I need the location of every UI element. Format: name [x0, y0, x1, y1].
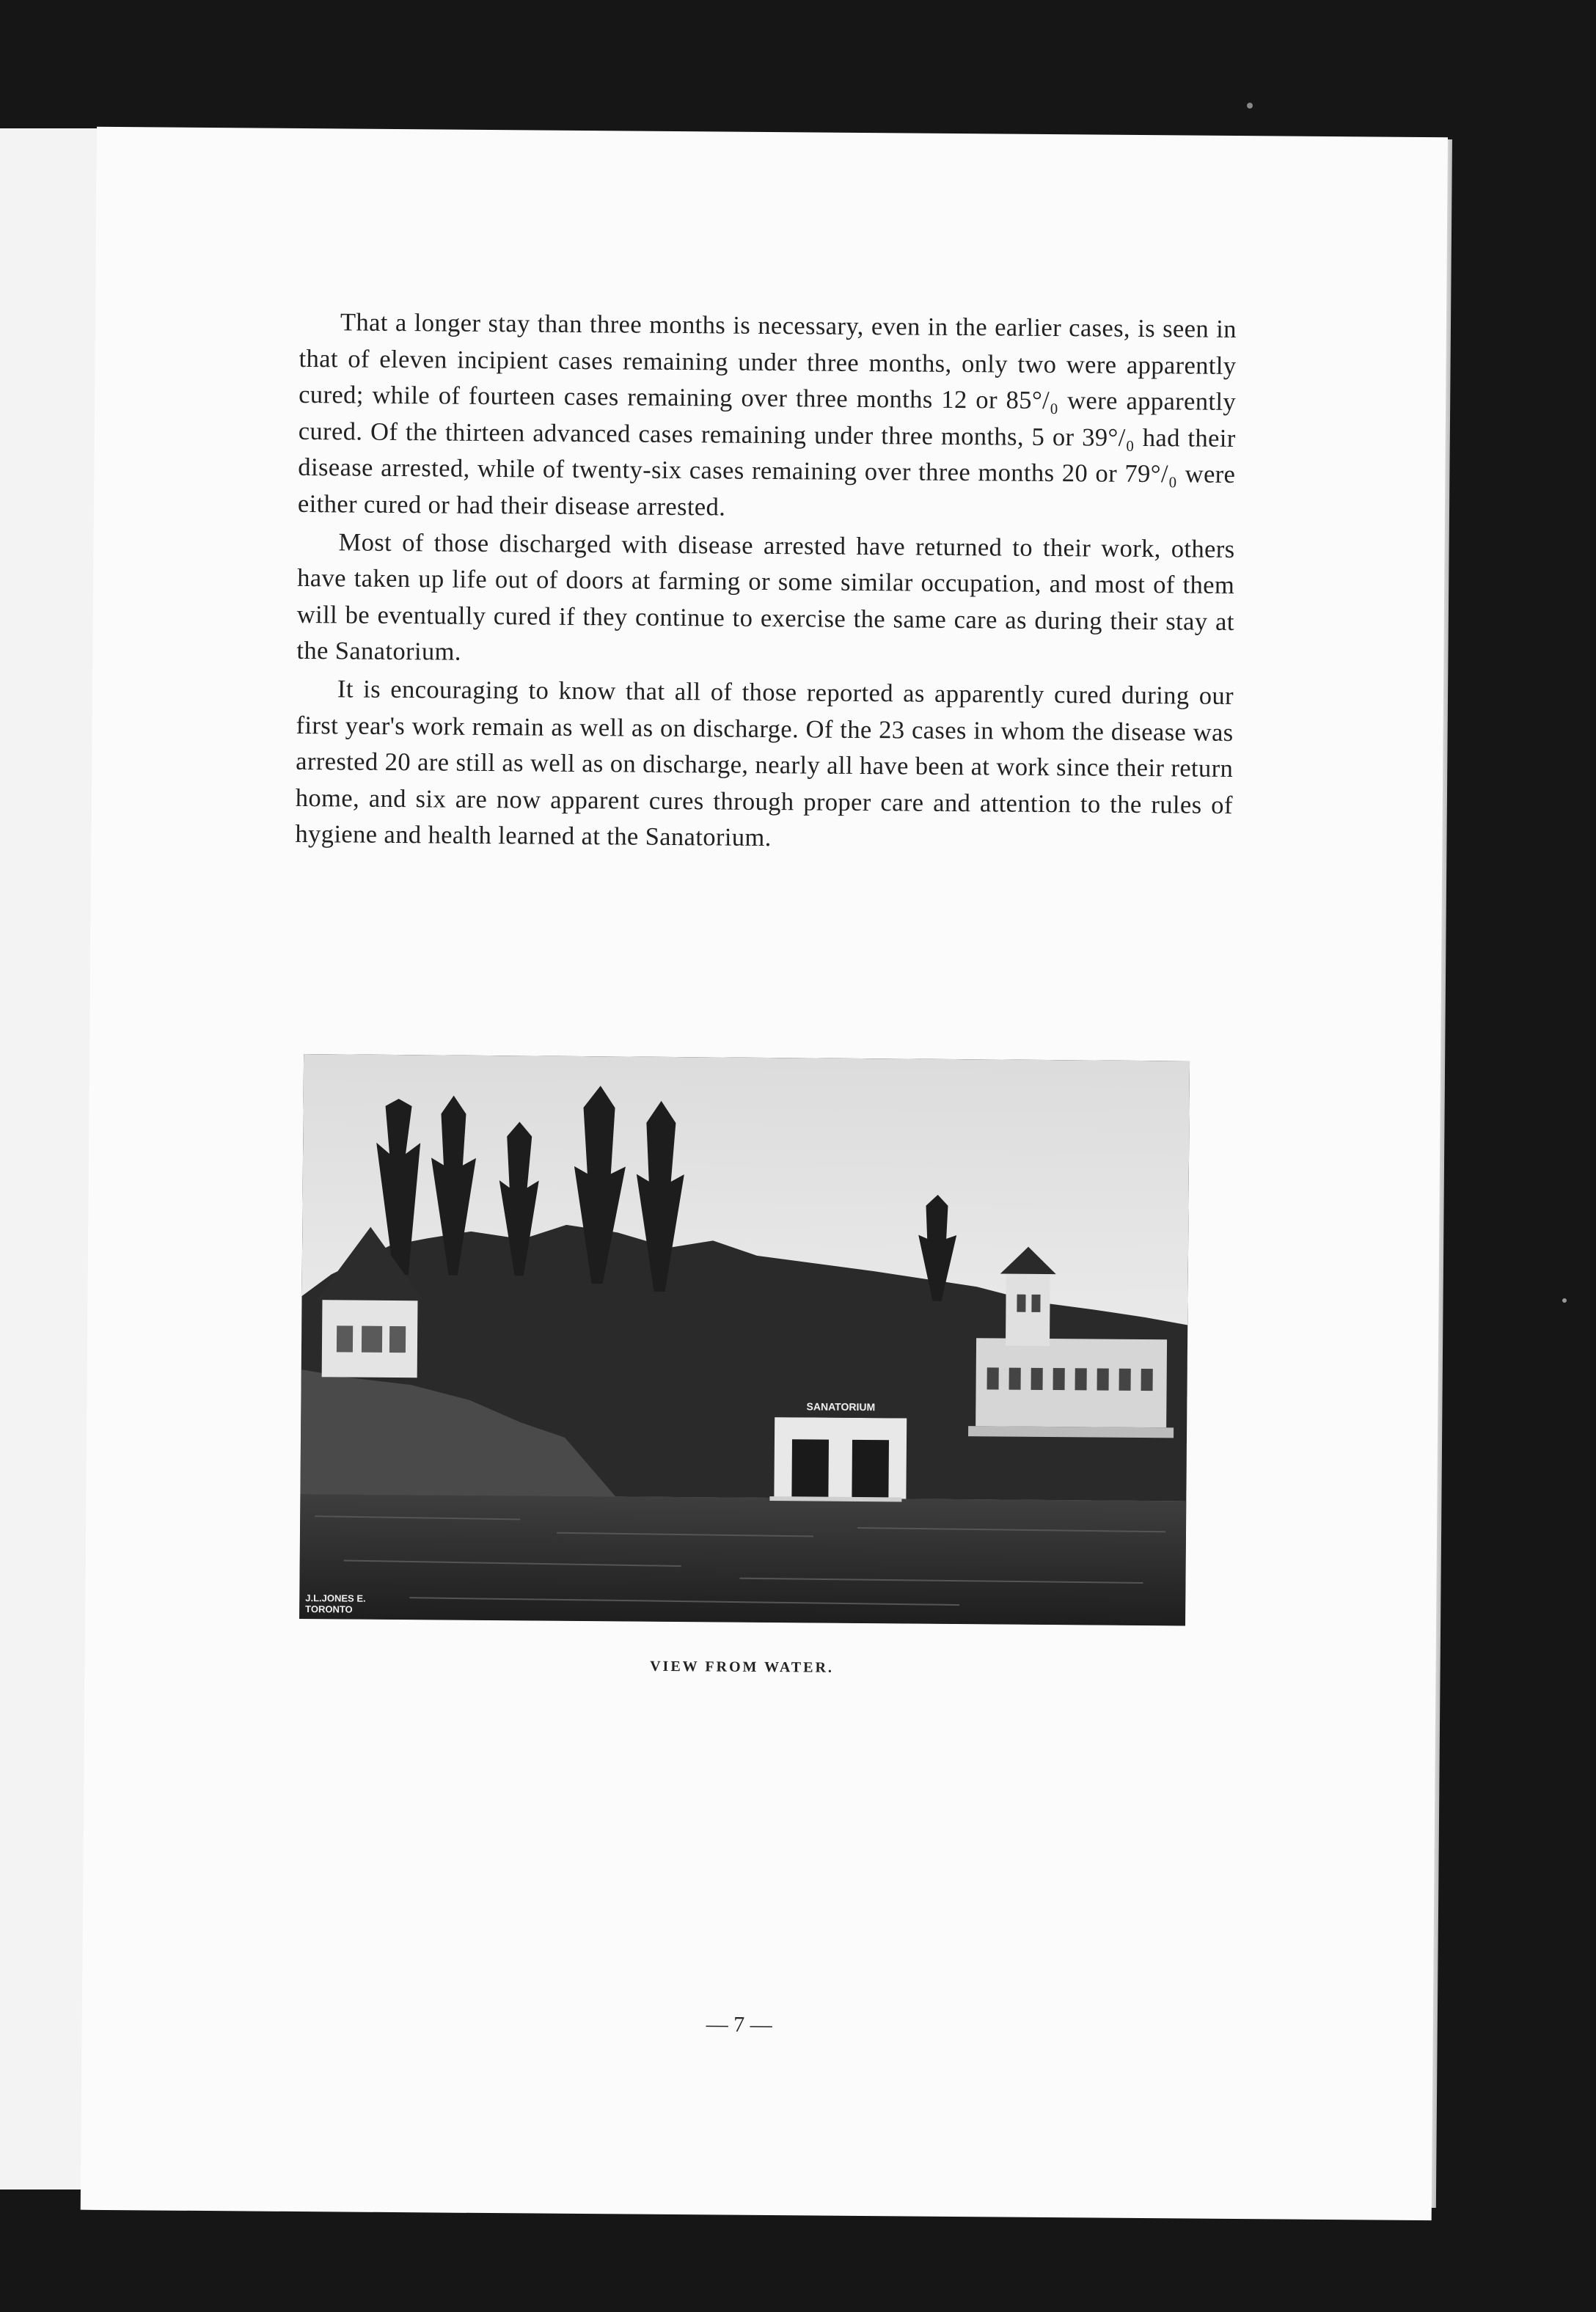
- sanatorium-photograph: [299, 1054, 1190, 1625]
- photo-illustration: [299, 1054, 1190, 1625]
- paragraph-1: That a longer stay than three months is necessary, even in the earlier cases, is seen in that of eleven incipient cases remaining under three months, only two were apparently cured; while of fourteen cases remaining over three months 12 or 85°/₀ were apparently cured. Of the thirteen advanced cases remaining under three months, 5 or 39°/₀ had their disease arrested, while of twenty-six cases remaining over three months 20 or 79°/₀ were either cured or had their disease arrested.: [297, 308, 1237, 522]
- scan-speck: [1562, 1298, 1567, 1303]
- boathouse-sign: SANATORIUM: [806, 1400, 876, 1413]
- sanatorium-building: [975, 1338, 1167, 1427]
- photographer-credit-line2: TORONTO: [305, 1603, 353, 1615]
- paragraph-3: It is encouraging to know that all of those reported as apparently cured during our first year's work remain as well as on discharge. Of the 23 cases in whom the disease was arrested 20 are still as well as on discharge, nearly all have been at work since their return home, and six are now apparent cures through proper care and attention to the rules of hygiene and health learned at the Sanatorium.: [295, 675, 1234, 852]
- body-text: [295, 304, 1237, 862]
- photographer-credit: [305, 1592, 366, 1615]
- page-number: — 7 —: [706, 2012, 772, 2038]
- sanatorium-tower: [1006, 1273, 1050, 1346]
- lake-water: [299, 1494, 1186, 1625]
- paragraph-2: Most of those discharged with disease arrested have returned to their work, others have taken up life out of doors at farming or some similar occupation, and most of them will be eventually cured if they continue to exercise the same care as during their stay at the Sanatorium.: [296, 527, 1235, 667]
- photographer-credit-line1: J.L.JONES E.: [305, 1592, 366, 1604]
- photo-caption: VIEW FROM WATER.: [650, 1658, 835, 1676]
- scan-speck: [1247, 103, 1253, 109]
- book-page: [81, 127, 1448, 2220]
